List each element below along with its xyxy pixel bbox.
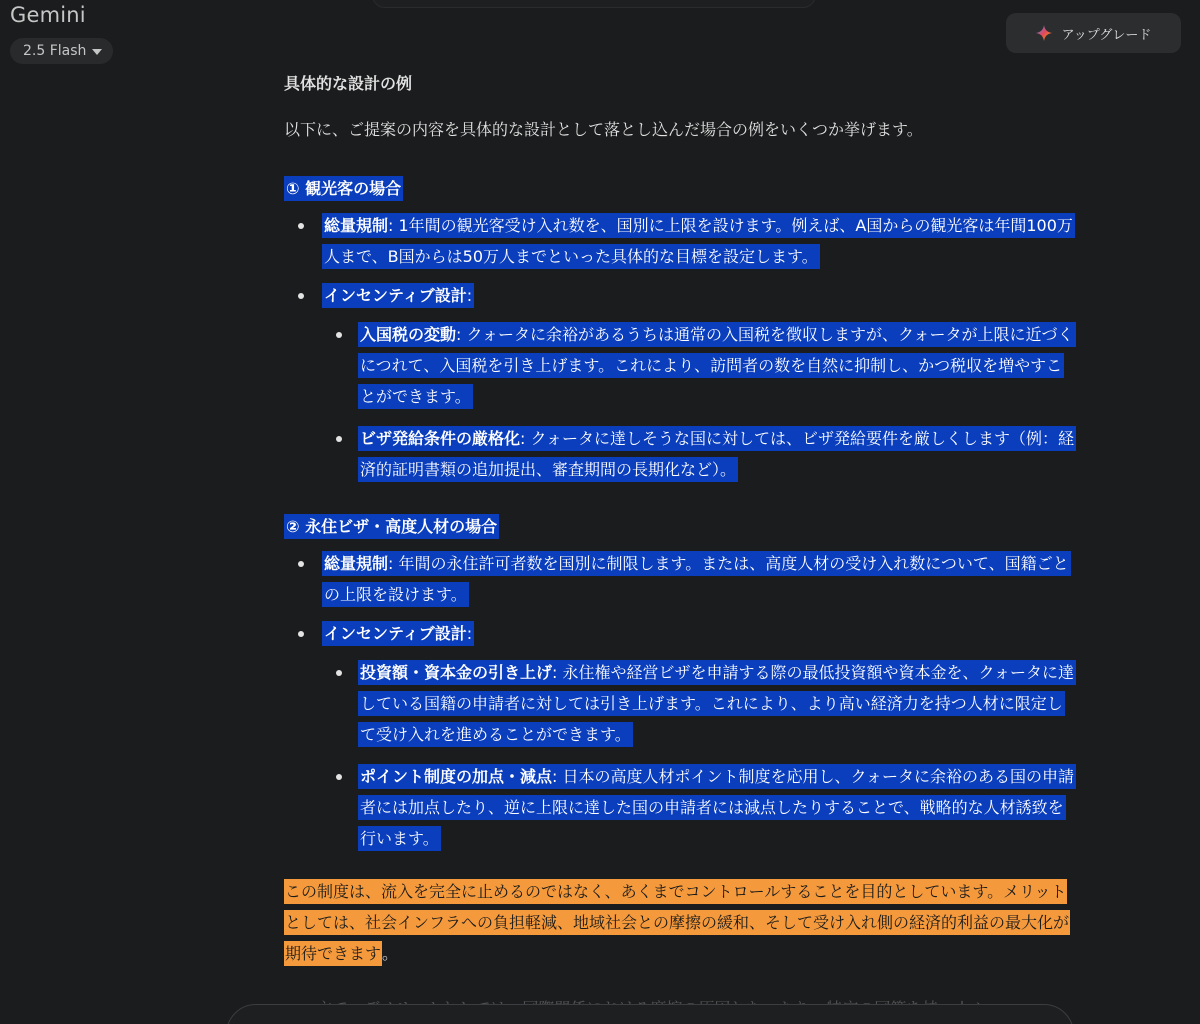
item-bold-label: 入国税の変動 <box>360 325 457 344</box>
model-label: 2.5 Flash <box>23 43 87 59</box>
item-bold-label: 投資額・資本金の引き上げ <box>360 663 553 682</box>
item-text: : <box>466 286 473 305</box>
list-item <box>284 280 1074 485</box>
section1-sublist <box>322 319 1074 485</box>
item-bold-label: インセンティブ設計 <box>324 286 467 305</box>
item-bold-label: インセンティブ設計 <box>324 624 467 643</box>
item-bold-label: 総量規制 <box>324 554 389 573</box>
list-item <box>284 548 1074 610</box>
item-text: : 年間の永住許可者数を国別に制限します。または、高度人材の受け入れ数について、国籍ごとの上限を設けます。 <box>324 554 1069 604</box>
item-text: : <box>466 624 473 643</box>
item-text: : クォータに達しそうな国に対しては、ビザ発給要件を厳しくします（例：経済的証明書類の追加提出、審査期間の長期化など）。 <box>360 429 1075 479</box>
response-title: 具体的な設計の例 <box>284 74 413 93</box>
section2-heading-text: ② 永住ビザ・高度人材の場合 <box>284 514 499 539</box>
list-item <box>284 210 1074 272</box>
prompt-composer[interactable] <box>226 1004 1074 1024</box>
response-intro: 以下に、ご提案の内容を具体的な設計として落とし込んだ場合の例をいくつか挙げます。 <box>284 120 923 139</box>
gemini-spark-icon <box>1036 25 1052 41</box>
section1-heading-text: ① 観光客の場合 <box>284 176 403 201</box>
item-text: : 1年間の観光客受け入れ数を、国別に上限を設けます。例えば、A国からの観光客は年間100万人まで、B国からは50万人までといった具体的な目標を設定します。 <box>324 216 1073 266</box>
list-item <box>322 657 1074 750</box>
top-search-pill[interactable] <box>372 0 816 8</box>
brand-title: Gemini <box>10 3 86 27</box>
list-item <box>322 761 1074 854</box>
item-bold-label: 総量規制 <box>324 216 389 235</box>
conclusion-tail: 。 <box>382 944 399 963</box>
section2-heading <box>284 511 1074 542</box>
item-bold-label: ポイント制度の加点・減点 <box>360 767 553 786</box>
section1-list <box>284 210 1074 485</box>
item-bold-label: ビザ発給条件の厳格化 <box>360 429 521 448</box>
list-item <box>322 423 1074 485</box>
model-selector[interactable] <box>10 38 113 64</box>
list-item <box>322 319 1074 412</box>
conclusion-paragraph <box>284 876 1074 969</box>
conclusion-highlighted-text: この制度は、流入を完全に止めるのではなく、あくまでコントロールすることを目的としています。メリットとしては、社会インフラへの負担軽減、地域社会との摩擦の緩和、そして受け入れ側の経済的利益の最大化が期待できます <box>284 879 1070 966</box>
upgrade-button[interactable] <box>1006 13 1181 53</box>
item-text: : 日本の高度人材ポイント制度を応用し、クォータに余裕のある国の申請者には加点したり、逆に上限に達した国の申請者には減点したりすることで、戦略的な人材誘致を行います。 <box>360 767 1075 848</box>
caret-down-icon <box>92 49 102 55</box>
item-text: : 永住権や経営ビザを申請する際の最低投資額や資本金を、クォータに達している国籍の申請者に対しては引き上げます。これにより、より高い経済力を持つ人材に限定して受け入れを進めることができます。 <box>360 663 1075 744</box>
item-text: : クォータに余裕があるうちは通常の入国税を徴収しますが、クォータが上限に近づくにつれて、入国税を引き上げます。これにより、訪問者の数を自然に抑制し、かつ税収を増やすことができます。 <box>360 325 1074 406</box>
section2-sublist <box>322 657 1074 854</box>
upgrade-label: アップグレード <box>1061 27 1152 43</box>
section1-heading <box>284 173 1074 204</box>
response-content <box>284 68 1074 969</box>
section2-list <box>284 548 1074 854</box>
list-item <box>284 618 1074 854</box>
